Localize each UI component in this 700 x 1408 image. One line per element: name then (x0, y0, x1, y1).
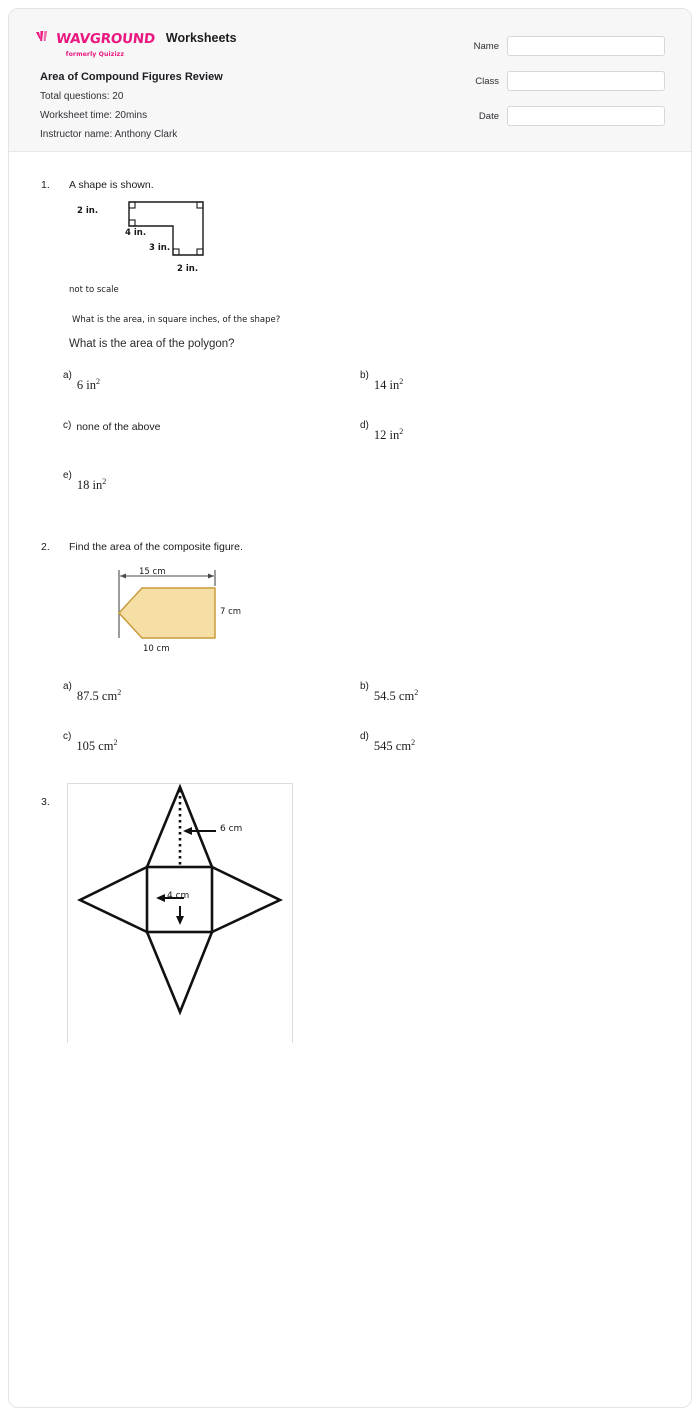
student-fields (465, 36, 665, 141)
brand-product-title: Worksheets (165, 31, 237, 45)
q1-option-a-text: 6 $in^2$ (76, 377, 101, 393)
brand-row (35, 30, 237, 58)
q1-option-d[interactable] (360, 420, 657, 470)
instructor-name: Instructor name: Anthony Clark (40, 129, 178, 140)
q1-embedded-question: What is the area, in square inches, of the shape? (72, 315, 281, 326)
q2-label-top: 15 cm (139, 567, 166, 578)
question-1 (9, 178, 691, 514)
q1-option-d-text: 12 $in^2$ (373, 427, 404, 443)
question-1-answers (63, 370, 657, 514)
q2-option-d-letter: d) (360, 731, 369, 743)
q2-option-a-text: 87.5 $cm^2$ (76, 688, 122, 704)
q1-option-e[interactable] (63, 470, 360, 514)
question-1-header (41, 178, 667, 192)
question-2-answers (63, 681, 657, 777)
q1-option-c[interactable] (63, 420, 360, 470)
q2-option-b[interactable] (360, 681, 657, 731)
q1-option-c-text: none of the above (76, 421, 161, 434)
q1-figure-caption: not to scale (69, 285, 119, 296)
q1-label-middle-top: 4 in. (125, 228, 147, 239)
worksheet-time: Worksheet time: 20mins (40, 110, 148, 121)
q2-label-bottom: 10 cm (143, 644, 170, 655)
q2-option-a[interactable] (63, 681, 360, 731)
q1-option-e-letter: e) (63, 470, 72, 482)
question-1-number: 1. (41, 179, 50, 191)
q2-label-right: 7 cm (220, 607, 242, 618)
brand-main (35, 30, 155, 49)
q1-option-a[interactable] (63, 370, 360, 420)
name-field-label: Name (473, 40, 499, 52)
brand-wordmark: WAVGROUND (55, 30, 156, 47)
question-3 (9, 795, 691, 1055)
q1-option-b[interactable] (360, 370, 657, 420)
worksheet-meta (40, 71, 223, 148)
date-input[interactable] (507, 106, 665, 126)
worksheet-title: Area of Compound Figures Review (40, 71, 223, 83)
question-2-figure (41, 562, 667, 667)
date-field-label: Date (478, 110, 499, 122)
q2-answer-row-2 (63, 731, 657, 777)
question-1-prompt: A shape is shown. (69, 179, 154, 191)
q1-option-empty (360, 470, 657, 514)
pentagon-composite-diagram (67, 562, 327, 662)
worksheet-header (9, 9, 691, 152)
question-2-header (41, 540, 667, 554)
question-3-number: 3. (41, 796, 50, 809)
question-1-stem: What is the area of the polygon? (69, 338, 235, 351)
square-pyramid-net-diagram (68, 784, 294, 1044)
class-field-row (465, 71, 665, 91)
wayground-logo-icon (35, 30, 53, 49)
total-questions: Total questions: 20 (40, 91, 124, 102)
l-shape-diagram (67, 196, 347, 288)
q1-answer-row-1 (63, 370, 657, 420)
question-2-number: 2. (41, 541, 50, 554)
question-3-figure (67, 783, 293, 1043)
q1-label-left: 2 in. (77, 206, 99, 217)
name-input[interactable] (507, 36, 665, 56)
brand-subtitle: formerly Quizizz (65, 51, 125, 58)
q1-label-bottom: 2 in. (177, 264, 199, 275)
q1-option-b-text: 14 $in^2$ (373, 377, 404, 393)
q2-option-c-letter: c) (63, 731, 72, 743)
q2-answer-row-1 (63, 681, 657, 731)
worksheet-page (8, 8, 692, 1408)
q2-option-b-text: 54.5 $cm^2$ (373, 688, 419, 704)
class-input[interactable] (507, 71, 665, 91)
q1-option-b-letter: b) (360, 370, 369, 382)
q2-option-c[interactable] (63, 731, 360, 777)
q1-option-a-letter: a) (63, 370, 72, 382)
brand-lockup (35, 30, 155, 58)
q2-option-b-letter: b) (360, 681, 369, 693)
question-2 (9, 540, 691, 777)
q3-label-height: 6 cm (220, 824, 243, 835)
worksheet-body (9, 178, 691, 1055)
q3-label-side: 4 cm (167, 891, 190, 902)
q1-label-middle-right: 3 in. (149, 243, 171, 254)
q1-answer-row-3 (63, 470, 657, 514)
class-field-label: Class (475, 75, 499, 87)
question-1-figure (41, 196, 667, 326)
q1-option-d-letter: d) (360, 420, 369, 432)
q1-answer-row-2 (63, 420, 657, 470)
q2-option-d[interactable] (360, 731, 657, 777)
name-field-row (465, 36, 665, 56)
date-field-row (465, 106, 665, 126)
q2-option-a-letter: a) (63, 681, 72, 693)
question-2-prompt: Find the area of the composite figure. (69, 541, 243, 554)
q1-option-c-letter: c) (63, 420, 72, 432)
q2-option-c-text: 105 $cm^2$ (76, 738, 118, 754)
q2-option-d-text: 545 $cm^2$ (373, 738, 416, 754)
q1-option-e-text: 18 $in^2$ (76, 477, 107, 493)
